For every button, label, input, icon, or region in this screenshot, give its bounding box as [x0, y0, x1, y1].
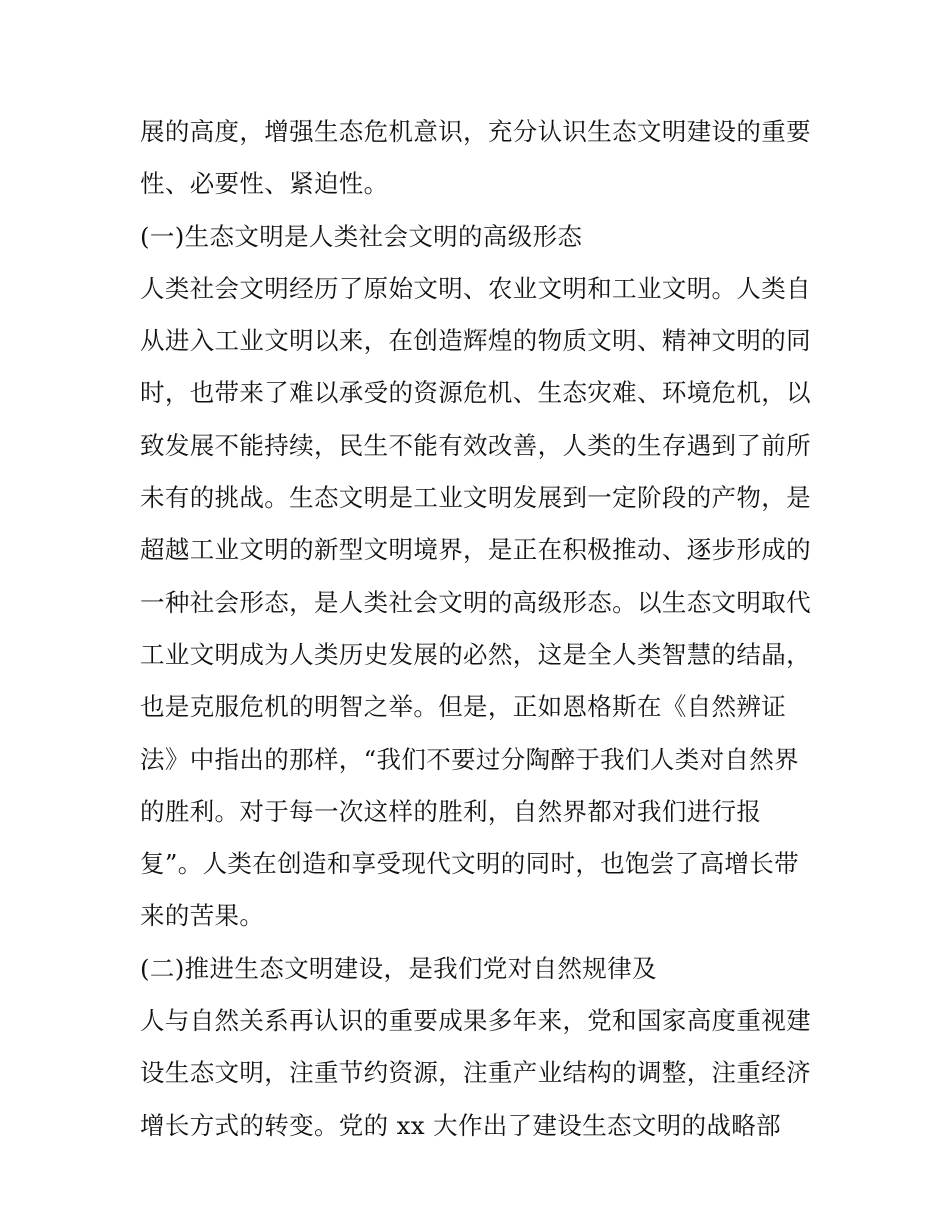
section-heading: (二)推进生态文明建设，是我们党对自然规律及 [140, 953, 657, 983]
text-line: 的胜利。对于每一次这样的胜利，自然界都对我们进行报 [140, 796, 762, 826]
text-line: 工业文明成为人类历史发展的必然，这是全人类智慧的结晶， [140, 639, 811, 669]
text-line: 超越工业文明的新型文明境界，是正在积极推动、逐步形成的 [140, 535, 811, 565]
text-line: 法》中指出的那样，“我们不要过分陶醉于我们人类对自然界 [140, 744, 799, 774]
text-line: 复”。人类在创造和享受现代文明的同时，也饱尝了高增长带 [140, 849, 799, 879]
text-line: 性、必要性、紧迫性。 [140, 169, 389, 199]
text-line: 展的高度，增强生态危机意识，充分认识生态文明建设的重要 [140, 117, 811, 146]
text-line: 设生态文明，注重节约资源，注重产业结构的调整，注重经济 [140, 1058, 811, 1088]
body-text [140, 106, 820, 1152]
text-line: 也是克服危机的明智之举。但是，正如恩格斯在《自然辨证 [140, 692, 787, 722]
text-line: 增长方式的转变。党的 xx 大作出了建设生态文明的战略部 [140, 1110, 782, 1140]
text-line: 从进入工业文明以来，在创造辉煌的物质文明、精神文明的同 [140, 326, 811, 356]
text-line: 一种社会形态，是人类社会文明的高级形态。以生态文明取代 [140, 587, 811, 617]
section-heading: (一)生态文明是人类社会文明的高级形态 [140, 221, 583, 251]
text-line: 来的苦果。 [140, 901, 265, 931]
text-line: 未有的挑战。生态文明是工业文明发展到一定阶段的产物，是 [140, 483, 811, 513]
text-line: 致发展不能持续，民生不能有效改善，人类的生存遇到了前所 [140, 430, 811, 460]
text-line: 时，也带来了难以承受的资源危机、生态灾难、环境危机，以 [140, 378, 811, 408]
text-line: 人与自然关系再认识的重要成果多年来，党和国家高度重视建 [140, 1006, 811, 1036]
text-line: 人类社会文明经历了原始文明、农业文明和工业文明。人类自 [140, 273, 811, 303]
